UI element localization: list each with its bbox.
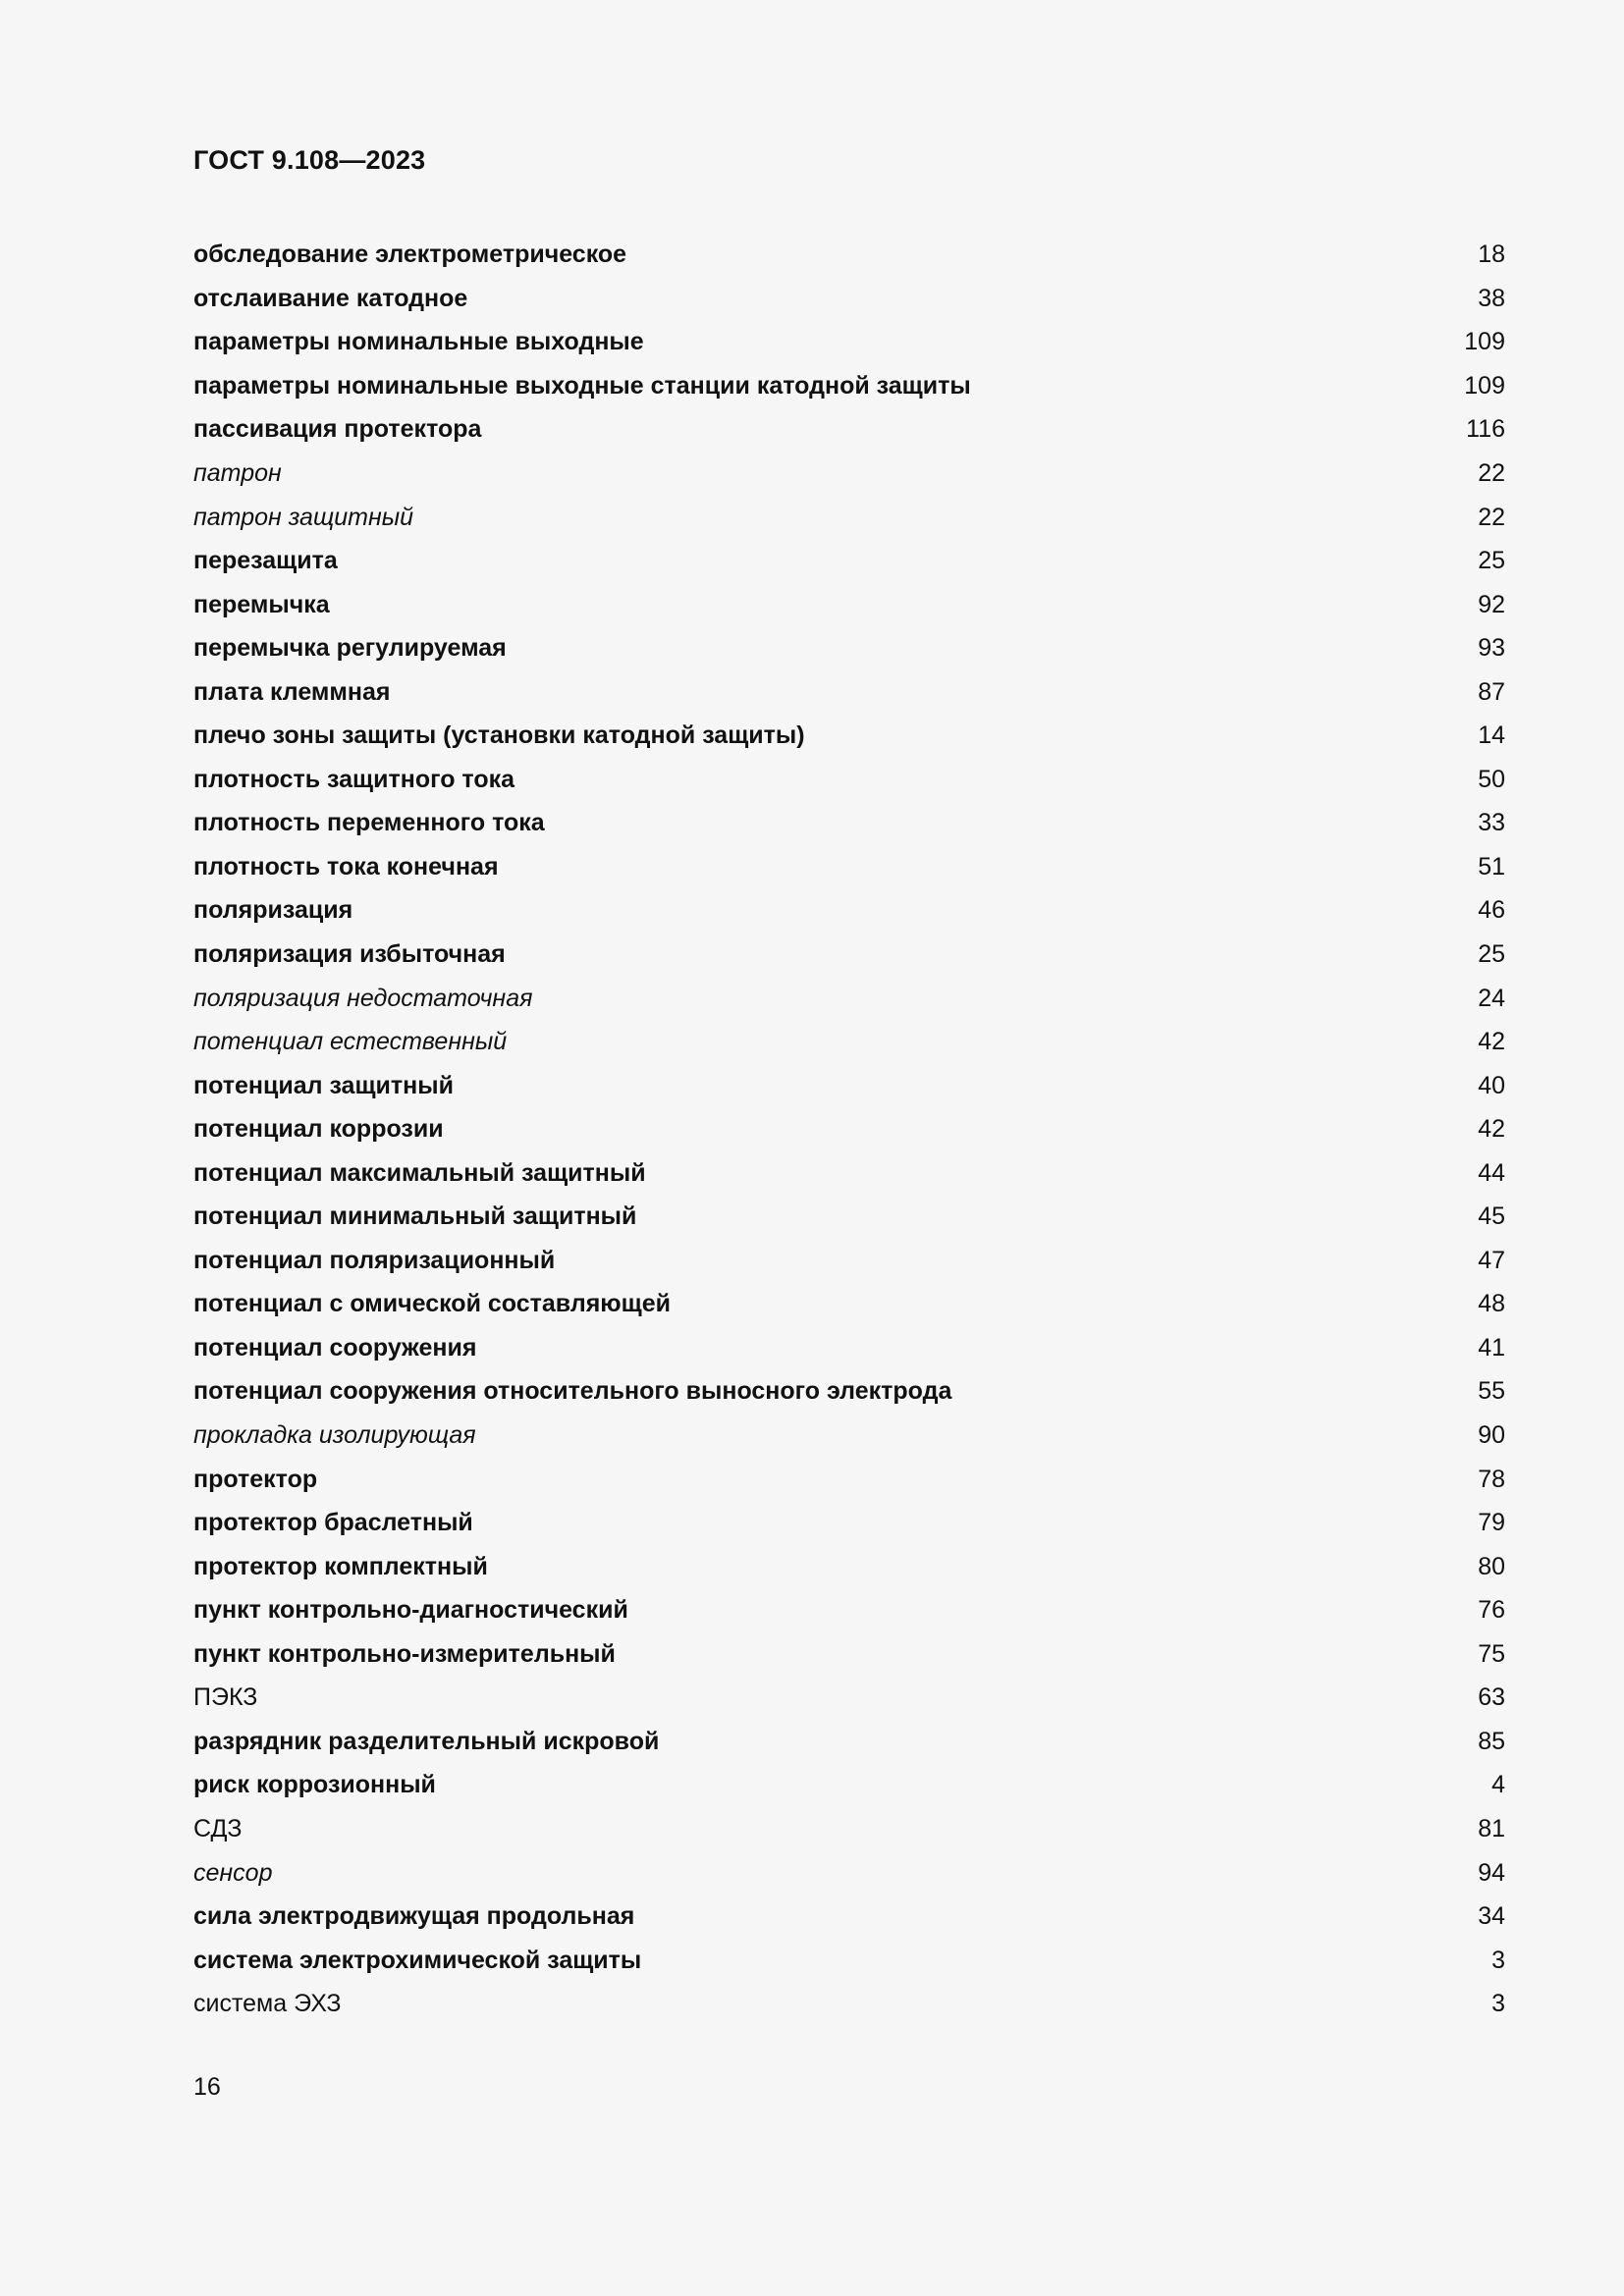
- term-index-list: [193, 233, 1505, 2025]
- index-entry: [193, 1414, 1505, 1458]
- index-term: перемычка: [193, 590, 330, 618]
- index-page-ref: 22: [1478, 503, 1505, 531]
- index-page-ref: 40: [1478, 1071, 1505, 1099]
- index-page-ref: 55: [1478, 1377, 1505, 1406]
- index-page-ref: 109: [1464, 328, 1505, 356]
- index-term: перезащита: [193, 547, 338, 575]
- index-entry: [193, 976, 1505, 1020]
- index-entry: [193, 1150, 1505, 1195]
- index-page-ref: 18: [1478, 240, 1505, 269]
- index-page-ref: 3: [1491, 1990, 1505, 2018]
- index-term: поляризация избыточная: [193, 940, 506, 969]
- index-term: перемычка регулируемая: [193, 634, 507, 663]
- index-term: пункт контрольно-диагностический: [193, 1596, 628, 1625]
- index-term: отслаивание катодное: [193, 284, 468, 312]
- index-term: плата клеммная: [193, 677, 391, 706]
- index-entry: [193, 582, 1505, 626]
- index-entry: [193, 1588, 1505, 1632]
- index-entry: [193, 1239, 1505, 1283]
- index-term: система ЭХЗ: [193, 1990, 342, 2018]
- index-entry: [193, 1107, 1505, 1151]
- index-entry: [193, 495, 1505, 539]
- index-entry: [193, 320, 1505, 364]
- index-entry: [193, 1720, 1505, 1764]
- index-entry: [193, 1282, 1505, 1326]
- index-entry: [193, 452, 1505, 496]
- index-term: плечо зоны защиты (установки катодной защиты): [193, 721, 805, 750]
- index-page-ref: 38: [1478, 284, 1505, 312]
- index-term: потенциал защитный: [193, 1071, 454, 1099]
- index-entry: [193, 1326, 1505, 1370]
- index-page-ref: 80: [1478, 1552, 1505, 1580]
- index-entry: [193, 1457, 1505, 1501]
- index-term: протектор: [193, 1465, 318, 1493]
- index-entry: [193, 277, 1505, 321]
- index-entry: [193, 845, 1505, 889]
- index-entry: [193, 1850, 1505, 1895]
- index-term: обследование электрометрическое: [193, 240, 627, 269]
- index-page-ref: 22: [1478, 459, 1505, 487]
- index-page-ref: 47: [1478, 1246, 1505, 1274]
- index-entry: [193, 364, 1505, 408]
- index-term: потенциал коррозии: [193, 1115, 444, 1144]
- index-page-ref: 92: [1478, 590, 1505, 618]
- index-page-ref: 63: [1478, 1683, 1505, 1712]
- index-page-ref: 14: [1478, 721, 1505, 750]
- index-page-ref: 34: [1478, 1902, 1505, 1931]
- index-entry: [193, 626, 1505, 670]
- index-page-ref: 42: [1478, 1028, 1505, 1056]
- index-term: плотность тока конечная: [193, 852, 499, 881]
- index-term: прокладка изолирующая: [193, 1421, 476, 1450]
- index-page-ref: 76: [1478, 1596, 1505, 1625]
- index-page-ref: 109: [1464, 371, 1505, 400]
- index-entry: [193, 1369, 1505, 1414]
- index-term: поляризация: [193, 896, 353, 925]
- index-page-ref: 42: [1478, 1115, 1505, 1144]
- index-page-ref: 94: [1478, 1858, 1505, 1887]
- index-term: сенсор: [193, 1858, 273, 1887]
- index-term: СДЗ: [193, 1814, 243, 1842]
- index-page-ref: 4: [1491, 1771, 1505, 1799]
- index-term: ПЭКЗ: [193, 1683, 258, 1712]
- index-page-ref: 93: [1478, 634, 1505, 663]
- index-entry: [193, 1195, 1505, 1239]
- index-page-ref: 25: [1478, 940, 1505, 969]
- index-page-ref: 25: [1478, 547, 1505, 575]
- index-page-ref: 3: [1491, 1946, 1505, 1974]
- index-term: потенциал минимальный защитный: [193, 1202, 637, 1231]
- index-page-ref: 46: [1478, 896, 1505, 925]
- index-page-ref: 45: [1478, 1202, 1505, 1231]
- index-term: потенциал естественный: [193, 1028, 508, 1056]
- index-entry: [193, 1938, 1505, 1982]
- index-page-ref: 78: [1478, 1465, 1505, 1493]
- index-term: плотность защитного тока: [193, 765, 515, 793]
- index-term: потенциал сооружения: [193, 1333, 477, 1362]
- index-entry: [193, 888, 1505, 933]
- document-header: ГОСТ 9.108—2023: [193, 145, 426, 175]
- index-term: потенциал с омической составляющей: [193, 1290, 671, 1318]
- index-term: потенциал максимальный защитный: [193, 1158, 646, 1187]
- index-page-ref: 116: [1466, 415, 1505, 444]
- index-entry: [193, 539, 1505, 583]
- index-entry: [193, 1676, 1505, 1720]
- index-page-ref: 24: [1478, 984, 1505, 1012]
- index-entry: [193, 669, 1505, 714]
- index-page-ref: 81: [1478, 1814, 1505, 1842]
- index-entry: [193, 1501, 1505, 1545]
- index-term: пункт контрольно-измерительный: [193, 1639, 616, 1668]
- index-entry: [193, 714, 1505, 758]
- index-page-ref: 75: [1478, 1639, 1505, 1668]
- index-page-ref: 50: [1478, 765, 1505, 793]
- index-page-ref: 44: [1478, 1158, 1505, 1187]
- index-entry: [193, 1063, 1505, 1107]
- index-term: разрядник разделительный искровой: [193, 1727, 660, 1755]
- index-term: система электрохимической защиты: [193, 1946, 642, 1974]
- index-page-ref: 87: [1478, 677, 1505, 706]
- index-entry: [193, 1763, 1505, 1807]
- index-term: потенциал сооружения относительного выносного электрода: [193, 1377, 952, 1406]
- index-entry: [193, 233, 1505, 277]
- index-page-ref: 51: [1478, 852, 1505, 881]
- index-page-ref: 33: [1478, 809, 1505, 837]
- index-entry: [193, 1020, 1505, 1064]
- index-term: поляризация недостаточная: [193, 984, 533, 1012]
- index-page-ref: 79: [1478, 1509, 1505, 1537]
- index-term: протектор комплектный: [193, 1552, 488, 1580]
- index-page-ref: 48: [1478, 1290, 1505, 1318]
- index-entry: [193, 1807, 1505, 1851]
- index-term: пассивация протектора: [193, 415, 482, 444]
- index-entry: [193, 1544, 1505, 1588]
- index-term: патрон: [193, 459, 282, 487]
- page-number: 16: [193, 2073, 221, 2101]
- index-entry: [193, 1982, 1505, 2026]
- index-entry: [193, 1895, 1505, 1939]
- index-entry: [193, 801, 1505, 845]
- index-entry: [193, 1632, 1505, 1677]
- index-term: протектор браслетный: [193, 1509, 473, 1537]
- index-term: риск коррозионный: [193, 1771, 436, 1799]
- index-entry: [193, 758, 1505, 802]
- index-term: потенциал поляризационный: [193, 1246, 556, 1274]
- index-page-ref: 90: [1478, 1421, 1505, 1450]
- index-term: плотность переменного тока: [193, 809, 545, 837]
- index-page-ref: 85: [1478, 1727, 1505, 1755]
- index-entry: [193, 933, 1505, 977]
- index-term: параметры номинальные выходные станции катодной защиты: [193, 371, 971, 400]
- index-term: параметры номинальные выходные: [193, 328, 644, 356]
- index-entry: [193, 407, 1505, 452]
- index-term: сила электродвижущая продольная: [193, 1902, 635, 1931]
- index-term: патрон защитный: [193, 503, 414, 531]
- index-page-ref: 41: [1478, 1333, 1505, 1362]
